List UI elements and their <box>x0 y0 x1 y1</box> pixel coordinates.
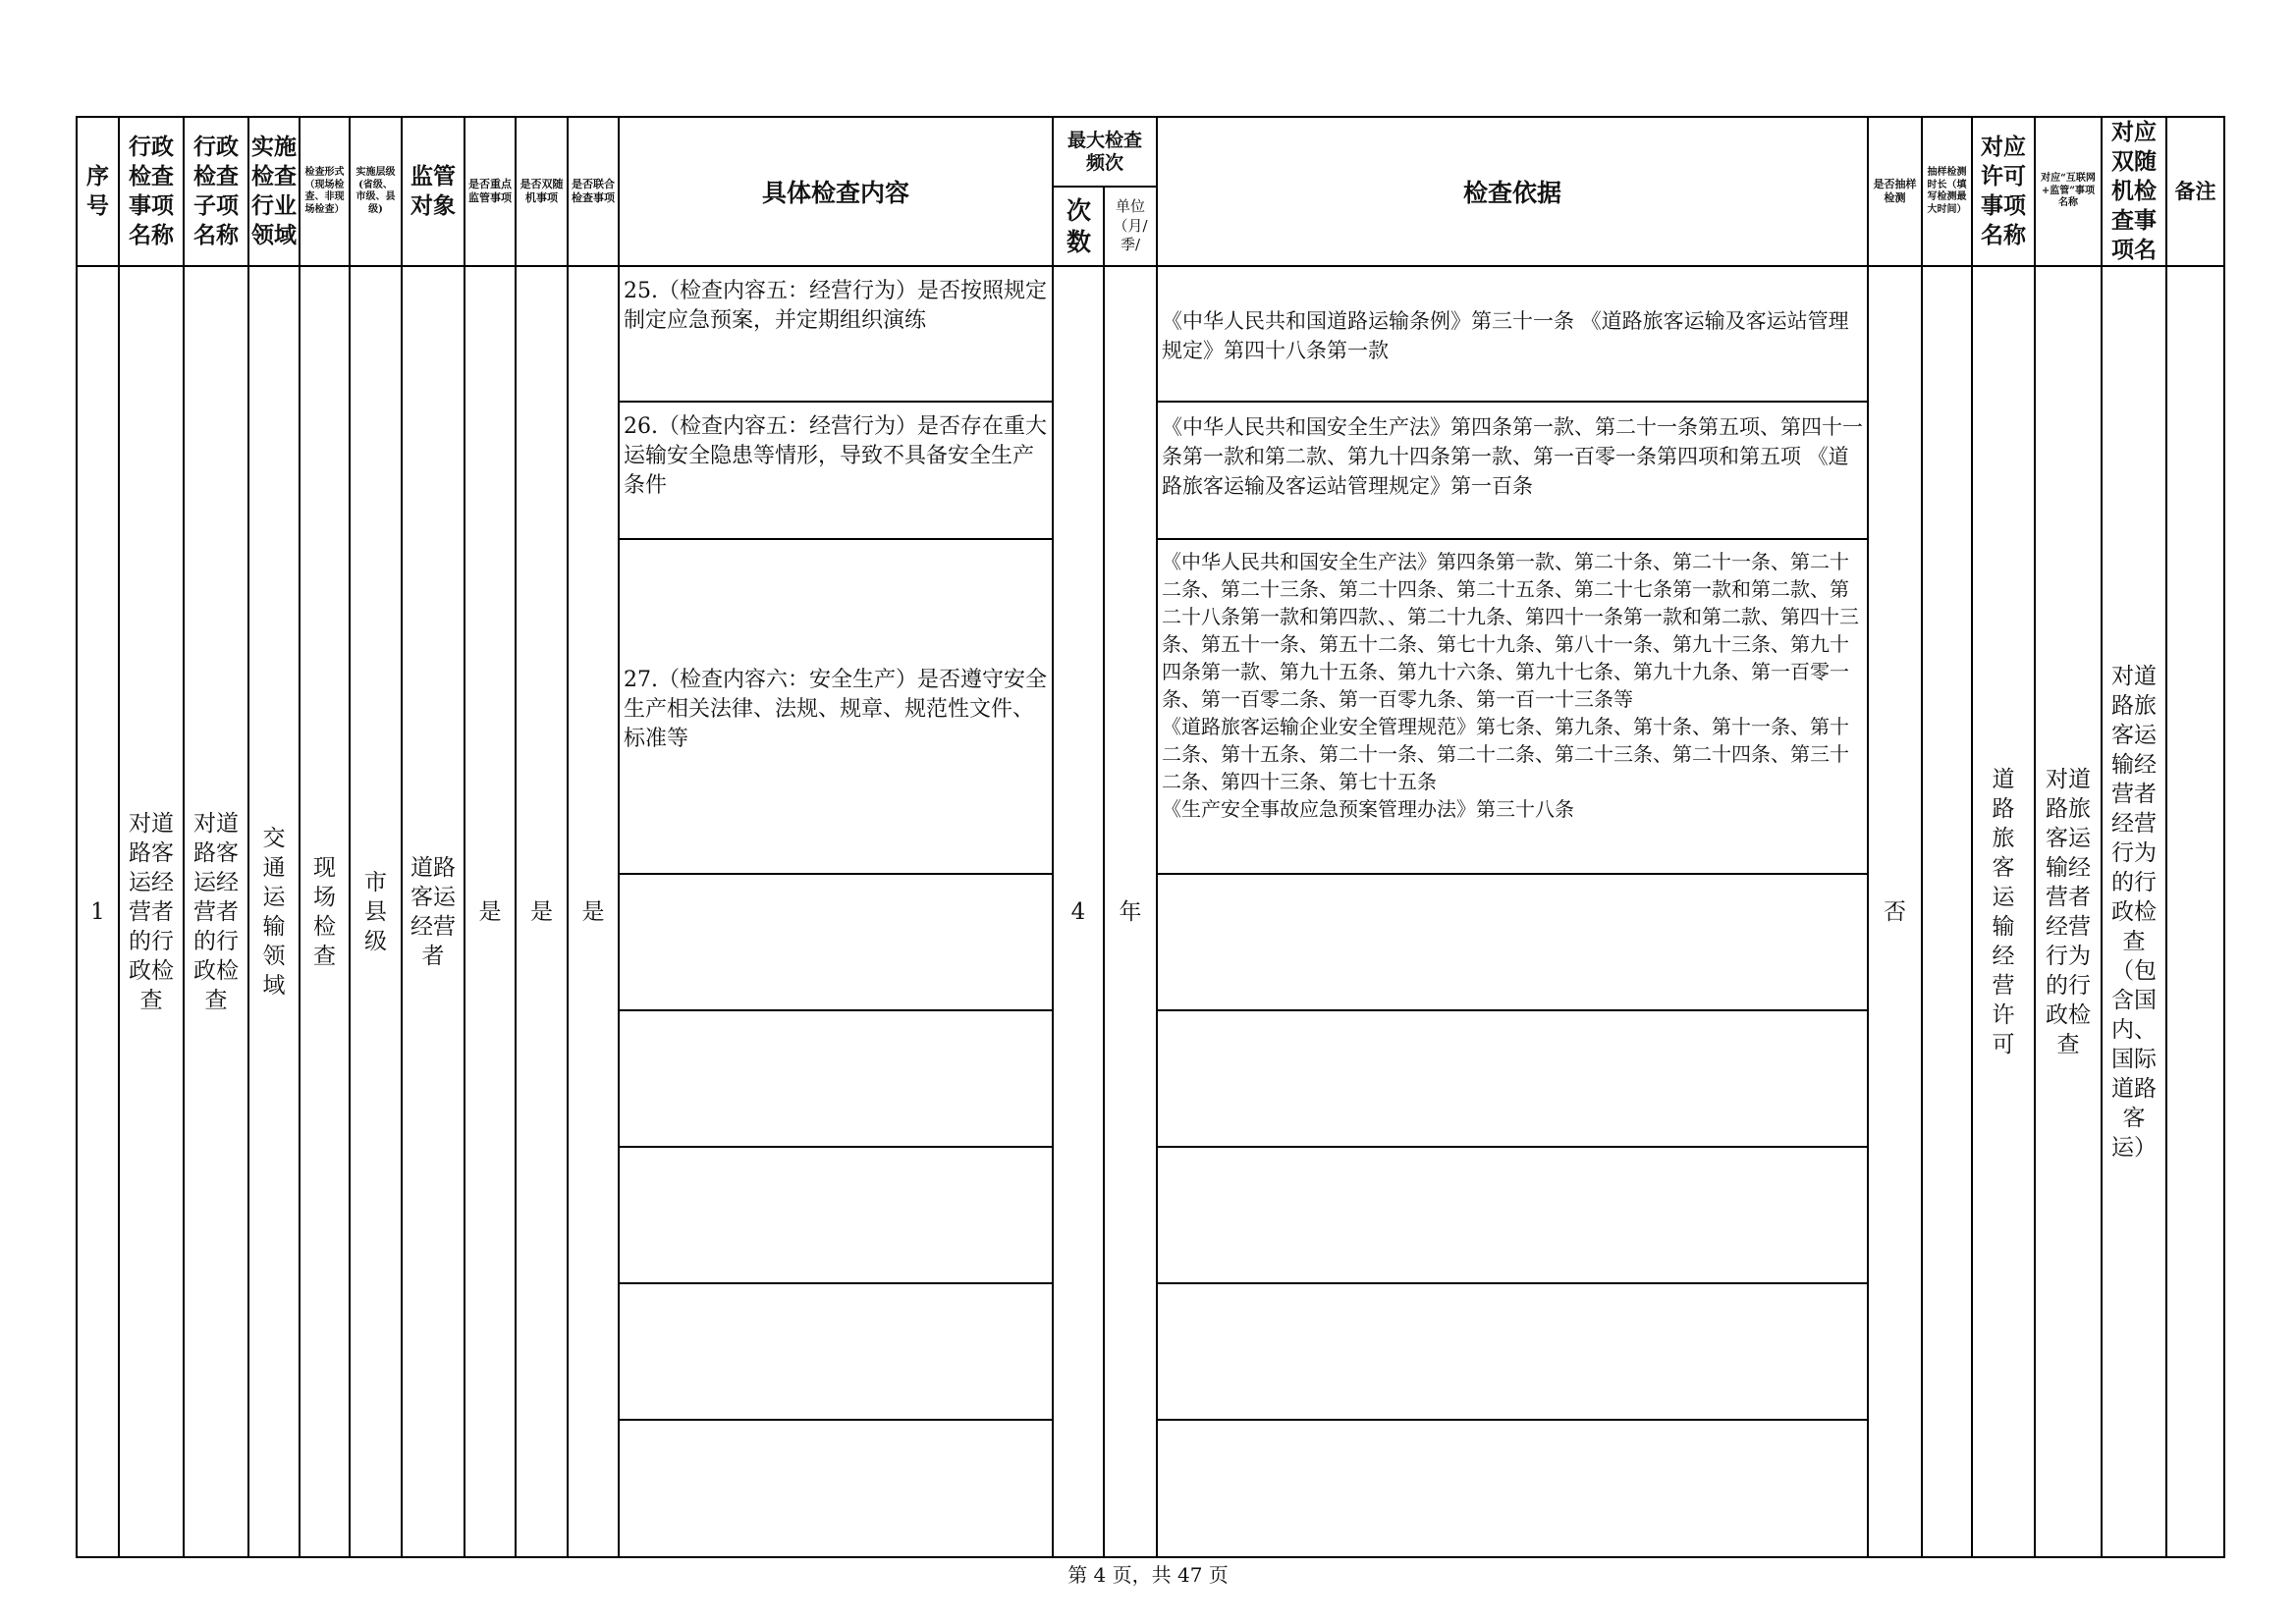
cell-remark <box>2166 266 2224 1557</box>
header-sampling-time: 抽样检测时长（填写检测最大时间） <box>1922 117 1972 266</box>
header-freq-unit: 单位（月/季/ <box>1104 187 1157 266</box>
cell-random-check: 对道路旅客运输经营者经营行为的行政检查（包含国内、国际道路客运） <box>2102 266 2166 1557</box>
header-joint-item: 是否联合检查事项 <box>568 117 619 266</box>
inspection-table-sheet <box>76 116 2223 1527</box>
cell-level: 市县级 <box>350 266 402 1557</box>
content-item-25: 25.（检查内容五：经营行为）是否按照规定制定应急预案，并定期组织演练 <box>620 267 1052 403</box>
basis-line: 《生产安全事故应急预案管理办法》第三十八条 <box>1162 797 1574 821</box>
basis-item-25 <box>1158 267 1867 403</box>
header-seq: 序号 <box>77 117 119 266</box>
basis-item-empty <box>1158 875 1867 1011</box>
cell-internet-supervision: 对道路旅客运输经营者经营行为的行政检查 <box>2035 266 2102 1557</box>
header-subitem-name: 行政检查子项名称 <box>184 117 248 266</box>
basis-line: 《道路旅客运输及客运站管理规定》第四十八条第一款 <box>1162 309 1849 362</box>
cell-seq: 1 <box>77 266 119 1557</box>
content-item-empty <box>620 875 1052 1011</box>
cell-domain: 交通运输领域 <box>248 266 300 1557</box>
basis-item-empty <box>1158 1011 1867 1148</box>
cell-basis-list <box>1157 266 1868 1557</box>
header-remark: 备注 <box>2166 117 2224 266</box>
content-item-26: 26.（检查内容五：经营行为）是否存在重大运输安全隐患等情形，导致不具备安全生产条件 <box>620 403 1052 540</box>
cell-key-item: 是 <box>465 266 516 1557</box>
header-license: 对应许可事项名称 <box>1972 117 2035 266</box>
inspection-table <box>76 116 2225 1558</box>
basis-item-empty <box>1158 1148 1867 1284</box>
header-max-frequency: 最大检查频次 <box>1053 117 1157 187</box>
header-form: 检查形式（现场检查、非现场检查） <box>300 117 350 266</box>
header-freq-times: 次数 <box>1053 187 1104 266</box>
header-item-name: 行政检查事项名称 <box>119 117 184 266</box>
cell-sampling-time <box>1922 266 1972 1557</box>
cell-item-name: 对道路客运经营者的行政检查 <box>119 266 184 1557</box>
header-random-item: 是否双随机事项 <box>516 117 568 266</box>
content-item-27-text: 27.（检查内容六：安全生产）是否遵守安全生产相关法律、法规、规章、规范性文件、标准等 <box>624 667 1047 751</box>
cell-object: 道路客运经营者 <box>402 266 465 1557</box>
cell-subitem-name: 对道路客运经营者的行政检查 <box>184 266 248 1557</box>
table-row <box>77 266 2224 1557</box>
cell-random-item: 是 <box>516 266 568 1557</box>
cell-freq-unit: 年 <box>1104 266 1157 1557</box>
page-footer: 第 4 页，共 47 页 <box>1067 1563 1229 1587</box>
basis-line: 《中华人民共和国安全生产法》第四条第一款、第二十条、第二十一条、第二十二条、第二十三条、第二十四条、第二十五条、第二十七条第一款和第二款、第二十八条第一款和第四款、、第二十九条、第四十一条第一款和第二款、第四十三条、第五十一条、第五十二条、第七十九条、第八十一条、第九十三条、第九十四条第一款、第九十五条、第九十六条、第九十七条、第九十九条、第一百零一条、第一百零二条、第一百零九条、第一百一十三条等 <box>1162 550 1859 711</box>
cell-license: 道路旅客运输经营许可 <box>1972 266 2035 1557</box>
header-content: 具体检查内容 <box>619 117 1053 266</box>
cell-joint-item: 是 <box>568 266 619 1557</box>
cell-content-list <box>619 266 1053 1557</box>
content-item-empty <box>620 1421 1052 1556</box>
basis-item-empty <box>1158 1284 1867 1421</box>
content-item-27 <box>620 540 1052 875</box>
cell-form: 现场检查 <box>300 266 350 1557</box>
basis-item-26 <box>1158 403 1867 540</box>
header-level: 实施层级(省级、市级、县级) <box>350 117 402 266</box>
basis-line: 《道路旅客运输及客运站管理规定》第一百条 <box>1162 445 1849 498</box>
cell-freq-times: 4 <box>1053 266 1104 1557</box>
header-object: 监管对象 <box>402 117 465 266</box>
header-sampling: 是否抽样检测 <box>1868 117 1922 266</box>
cell-sampling: 否 <box>1868 266 1922 1557</box>
basis-line: 《中华人民共和国道路运输条例》第三十一条 <box>1162 309 1574 333</box>
header-basis: 检查依据 <box>1157 117 1868 266</box>
basis-line: 《中华人民共和国安全生产法》第四条第一款、第二十一条第五项、第四十一条第一款和第二款、第九十四条第一款、第一百零一条第四项和第五项 <box>1162 415 1863 468</box>
content-item-empty <box>620 1148 1052 1284</box>
header-domain: 实施检查行业领域 <box>248 117 300 266</box>
header-row-1 <box>77 117 2224 187</box>
header-key-item: 是否重点监管事项 <box>465 117 516 266</box>
content-item-empty <box>620 1284 1052 1421</box>
header-internet-supervision: 对应“互联网+监管”事项名称 <box>2035 117 2102 266</box>
content-item-empty <box>620 1011 1052 1148</box>
basis-line: 《道路旅客运输企业安全管理规范》第七条、第九条、第十条、第十一条、第十二条、第十五条、第二十一条、第二十二条、第二十三条、第二十四条、第三十二条、第四十三条、第七十五条 <box>1162 715 1849 793</box>
basis-item-27 <box>1158 540 1867 875</box>
header-random-check: 对应双随机检查事项名 <box>2102 117 2166 266</box>
basis-item-empty <box>1158 1421 1867 1556</box>
